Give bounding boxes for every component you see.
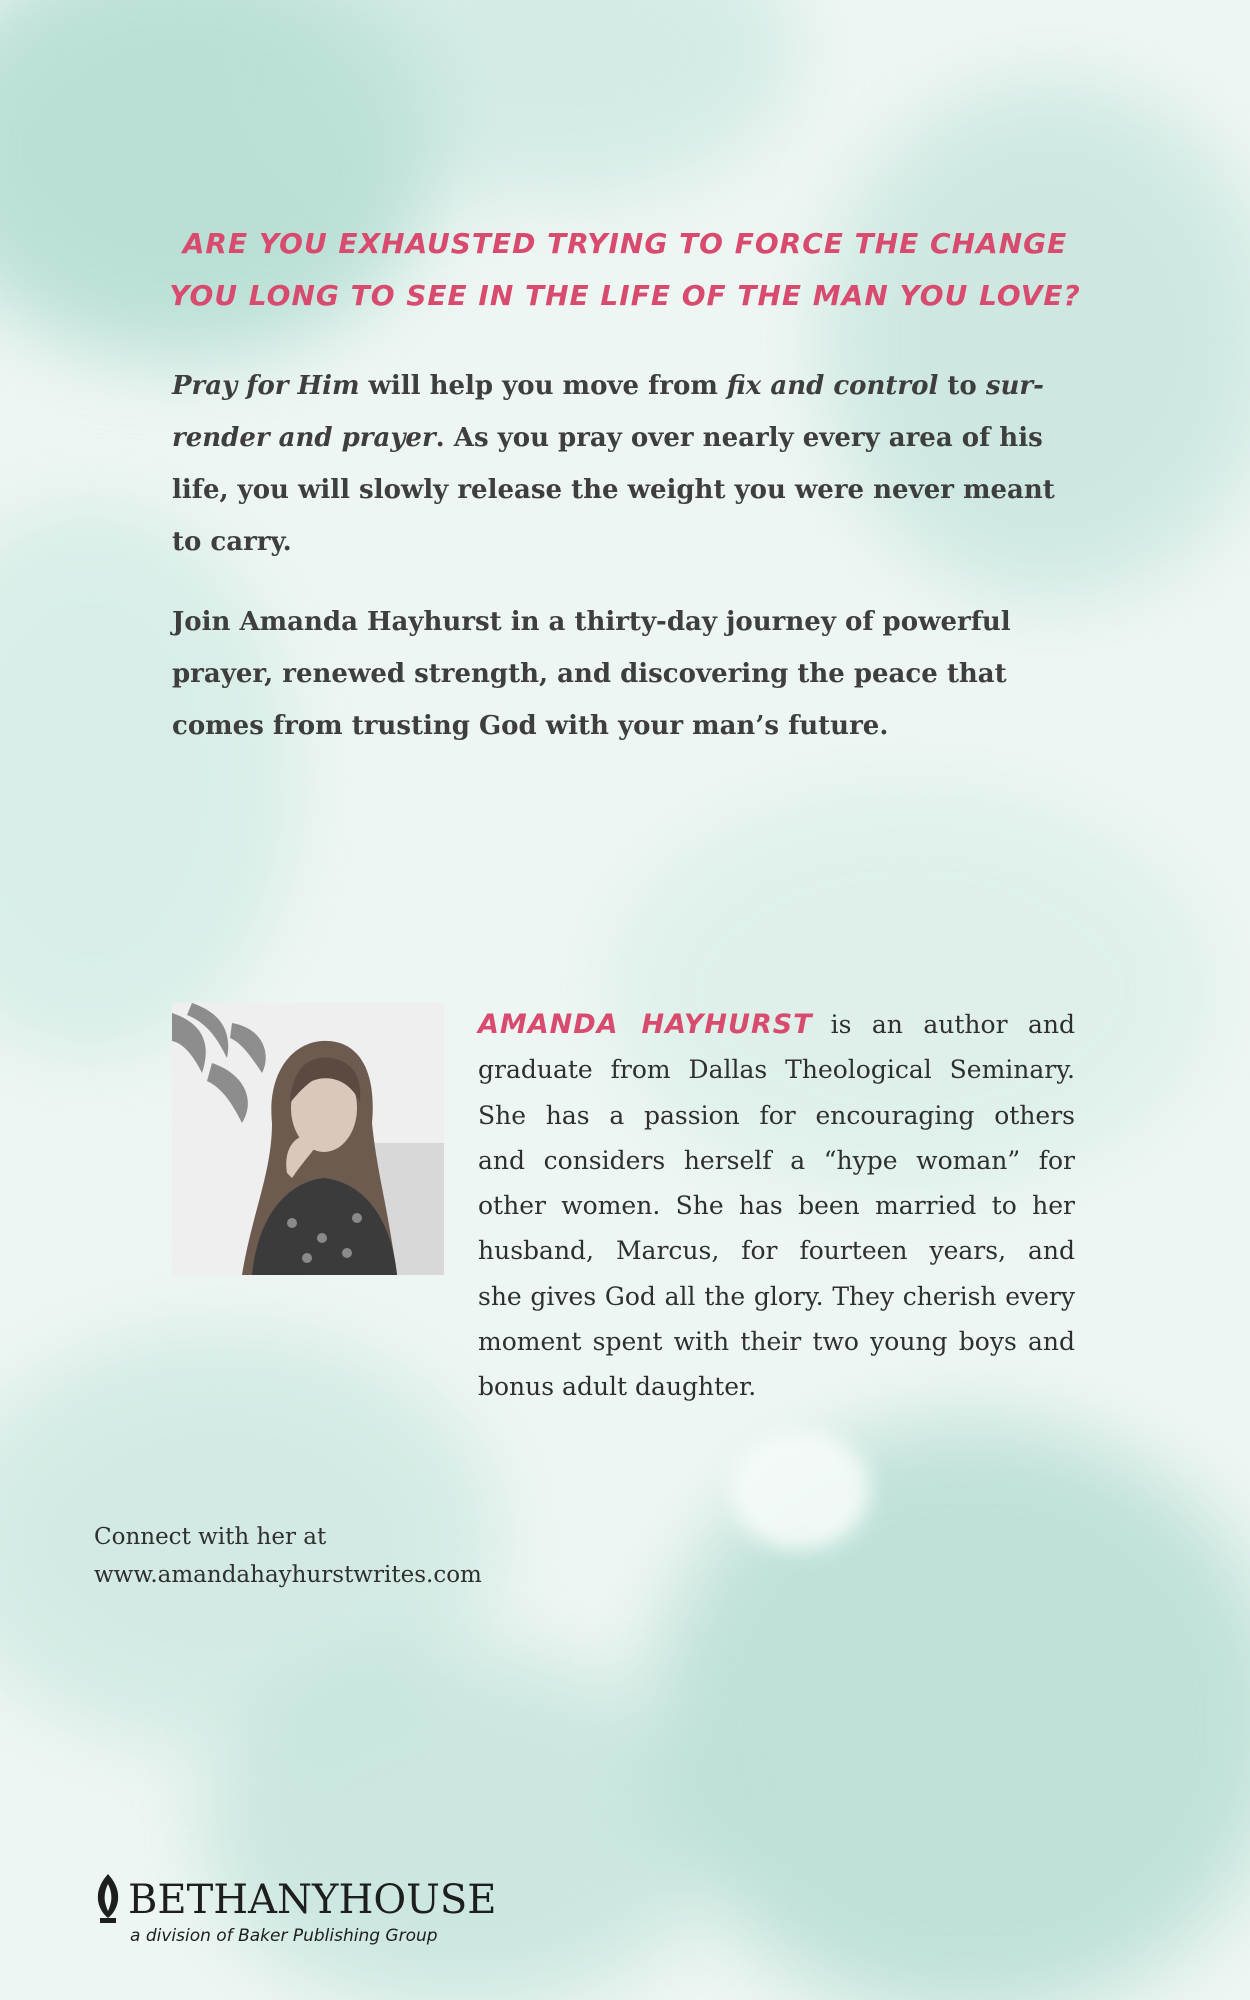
description-paragraph-2: Join Amanda Hayhurst in a thirty-day journey of powerful prayer, renewed strength, and discovering the peace that comes from trusting God with your man’s future. <box>172 607 1011 741</box>
lamp-icon <box>92 1872 124 1924</box>
publisher-tagline: a division of Baker Publishing Group <box>130 1926 438 1946</box>
author-name: AMANDA HAYHURST <box>478 1009 813 1040</box>
bio-line: other women. She has been married to her <box>478 1191 1075 1221</box>
website-link[interactable]: www.amandahayhurstwrites.com <box>94 1562 482 1588</box>
bio-line: and considers herself a “hype woman” for <box>478 1145 1075 1175</box>
bio-line: graduate from Dallas Theological Seminary. <box>478 1055 1075 1085</box>
bio-line: She has a passion for encouraging others <box>478 1100 1075 1130</box>
connect-info <box>94 1518 482 1594</box>
publisher-logo <box>92 1872 496 1946</box>
tagline-line-2: YOU LONG TO SEE IN THE LIFE OF THE MAN YOU LOVE? <box>169 279 1081 312</box>
publisher-name: BETHANYHOUSE <box>128 1877 497 1923</box>
bio-line: bonus adult daughter. <box>478 1372 757 1402</box>
author-bio <box>478 1002 1075 1410</box>
tagline <box>150 218 1100 322</box>
book-title: Pray for Him <box>172 371 360 401</box>
bio-line: AMANDA HAYHURST is an author and <box>478 1009 1075 1040</box>
bio-line: moment spent with their two young boys and <box>478 1327 1075 1357</box>
bio-line: she gives God all the glory. They cherish every <box>478 1281 1075 1311</box>
description-paragraph-1: Pray for Him will help you move from fix and control to sur-render and prayer. As you pray over nearly every area of his life, you will slowly release the weight you were never meant to carry. <box>172 371 1055 557</box>
tagline-line-1: ARE YOU EXHAUSTED TRYING TO FORCE THE CHANGE <box>182 227 1068 260</box>
connect-label: Connect with her at <box>94 1524 327 1550</box>
author-portrait-icon <box>172 1003 444 1275</box>
author-photo <box>172 1003 444 1275</box>
bio-line: husband, Marcus, for fourteen years, and <box>478 1236 1075 1266</box>
